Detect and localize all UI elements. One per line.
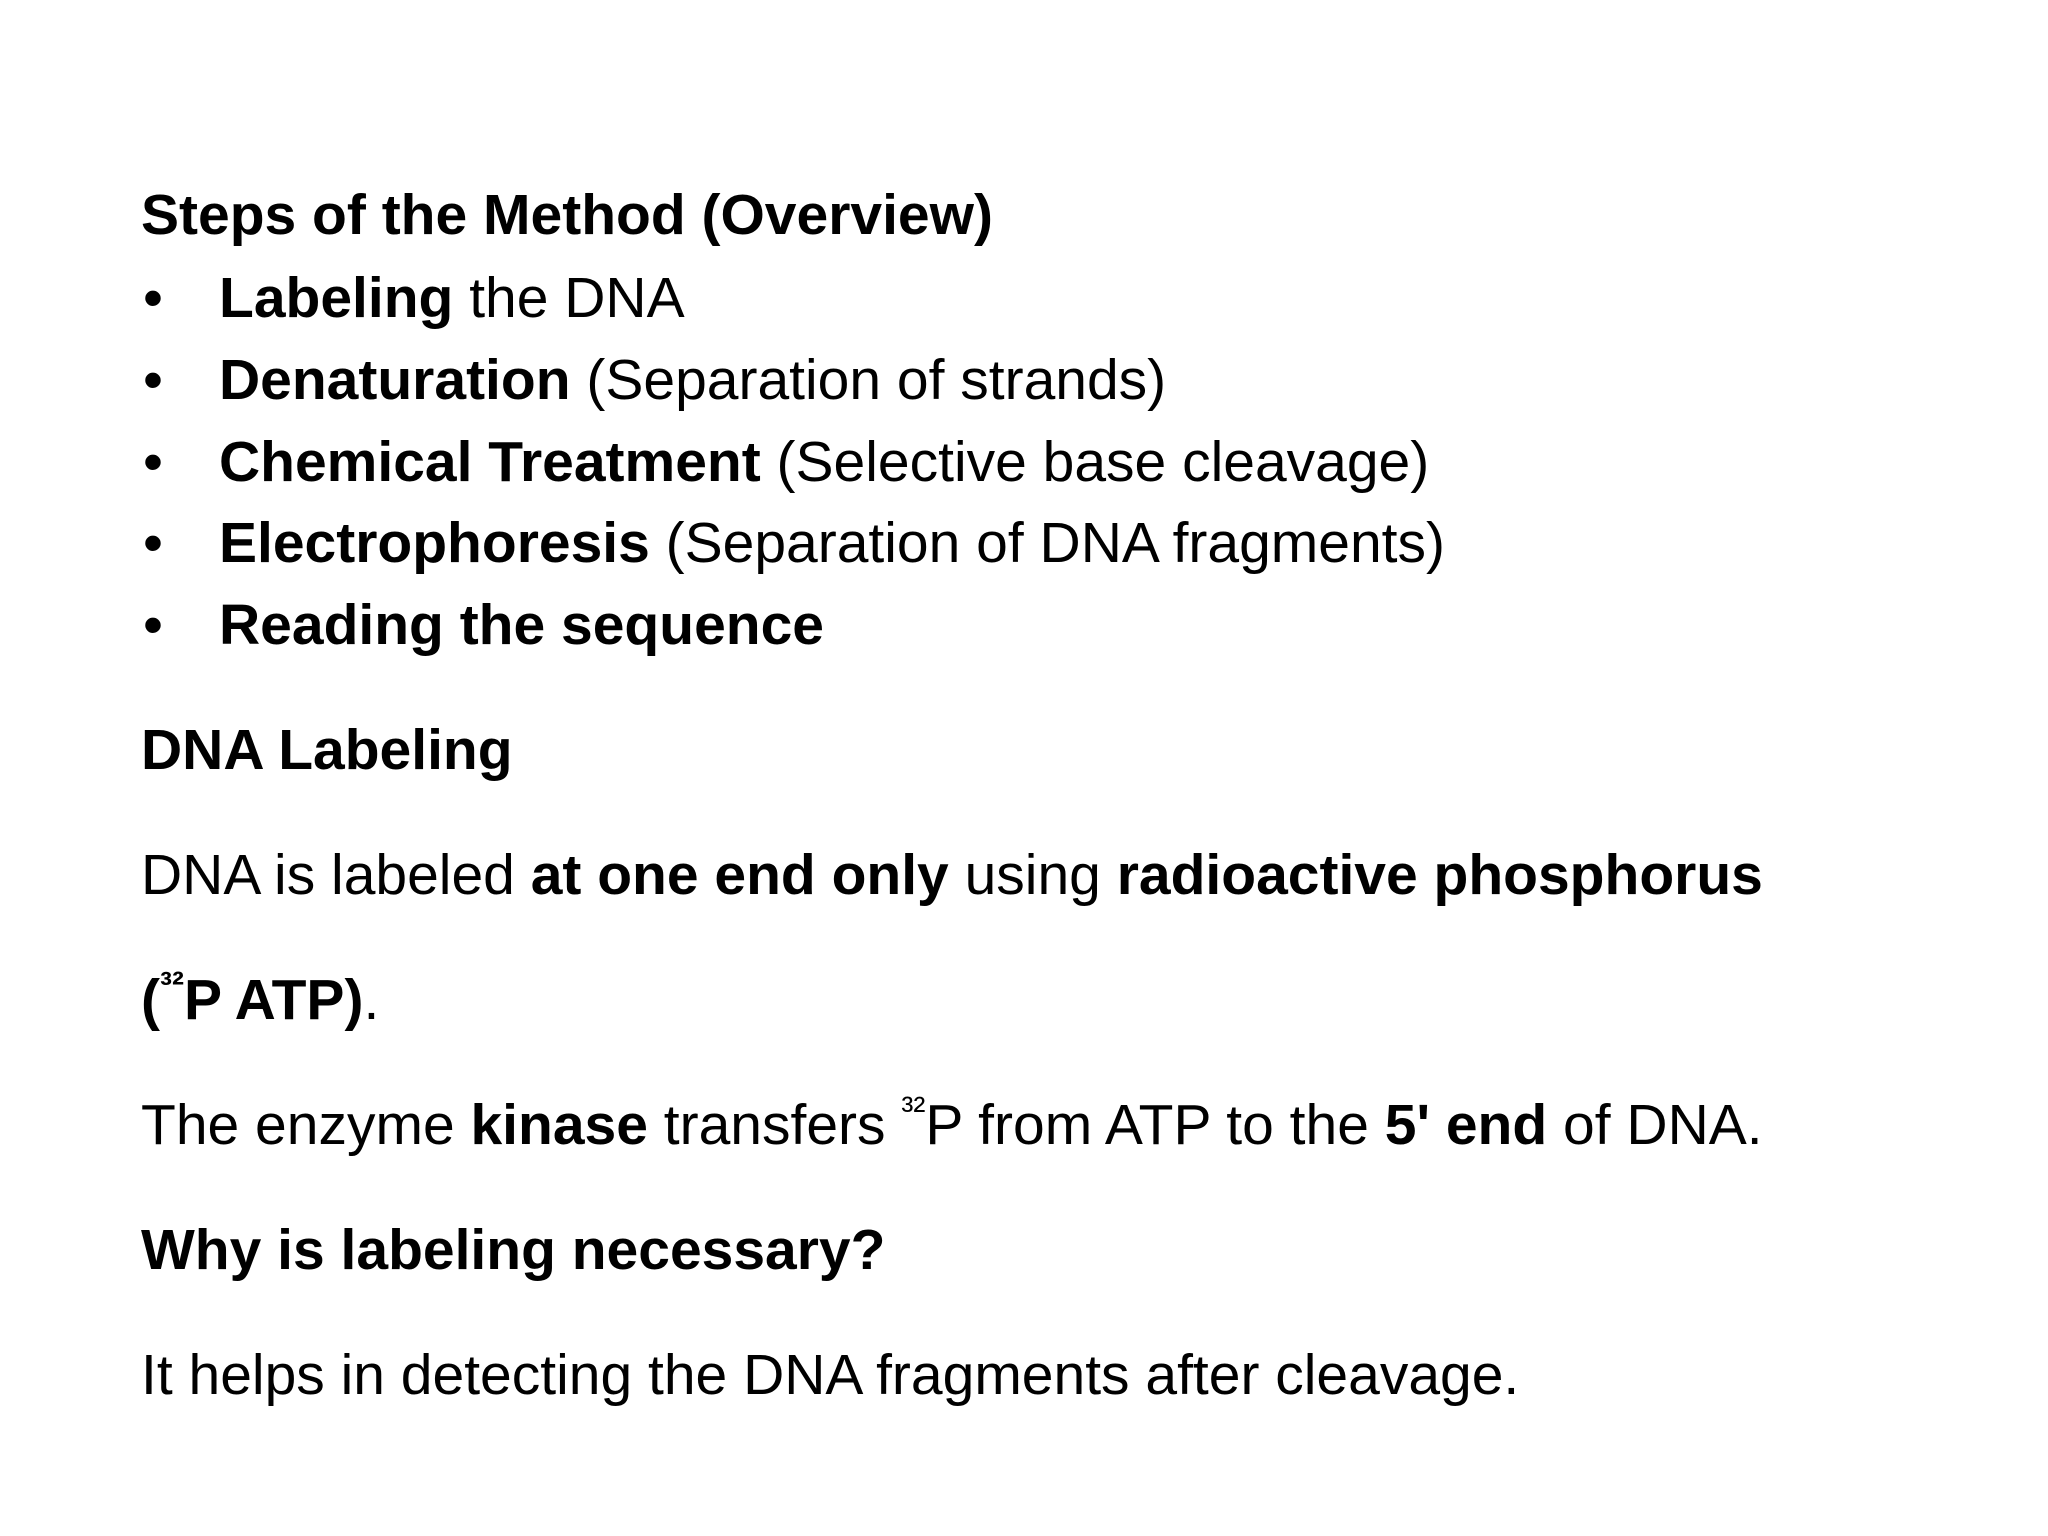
bullet-icon: •: [143, 430, 163, 494]
labeling-paragraph-3: The enzyme kinase transfers $^{^{32}}$P from ATP to the 5' end of DNA.: [141, 1089, 1763, 1157]
step-detail: (Selective base cleavage): [760, 430, 1430, 494]
labeling-paragraph-1: DNA is labeled at one end only using radioactive phosphorus: [141, 843, 1763, 907]
step-term: Reading the sequence: [219, 593, 824, 657]
steps-heading: Steps of the Method (Overview): [141, 183, 993, 247]
step-detail: (Separation of DNA fragments): [649, 511, 1446, 575]
why-answer: It helps in detecting the DNA fragments after cleavage.: [141, 1343, 1520, 1407]
bullet-icon: •: [143, 511, 163, 575]
bullet-icon: •: [143, 593, 163, 657]
step-detail: the DNA: [453, 266, 685, 330]
labeling-heading: DNA Labeling: [141, 718, 513, 782]
isotope-superscript: ³²: [901, 1089, 926, 1130]
step-term: Denaturation: [219, 348, 571, 412]
step-term: Chemical Treatment: [219, 430, 761, 494]
labeling-paragraph-2: ($^{^{32}}$P ATP).: [141, 964, 380, 1032]
bullet-icon: •: [143, 266, 163, 330]
isotope-superscript: ³²: [159, 964, 184, 1005]
why-question: Why is labeling necessary?: [141, 1218, 886, 1282]
step-term: Labeling: [219, 266, 454, 330]
step-term: Electrophoresis: [219, 511, 650, 575]
bullet-icon: •: [143, 348, 163, 412]
step-detail: (Separation of strands): [570, 348, 1167, 412]
